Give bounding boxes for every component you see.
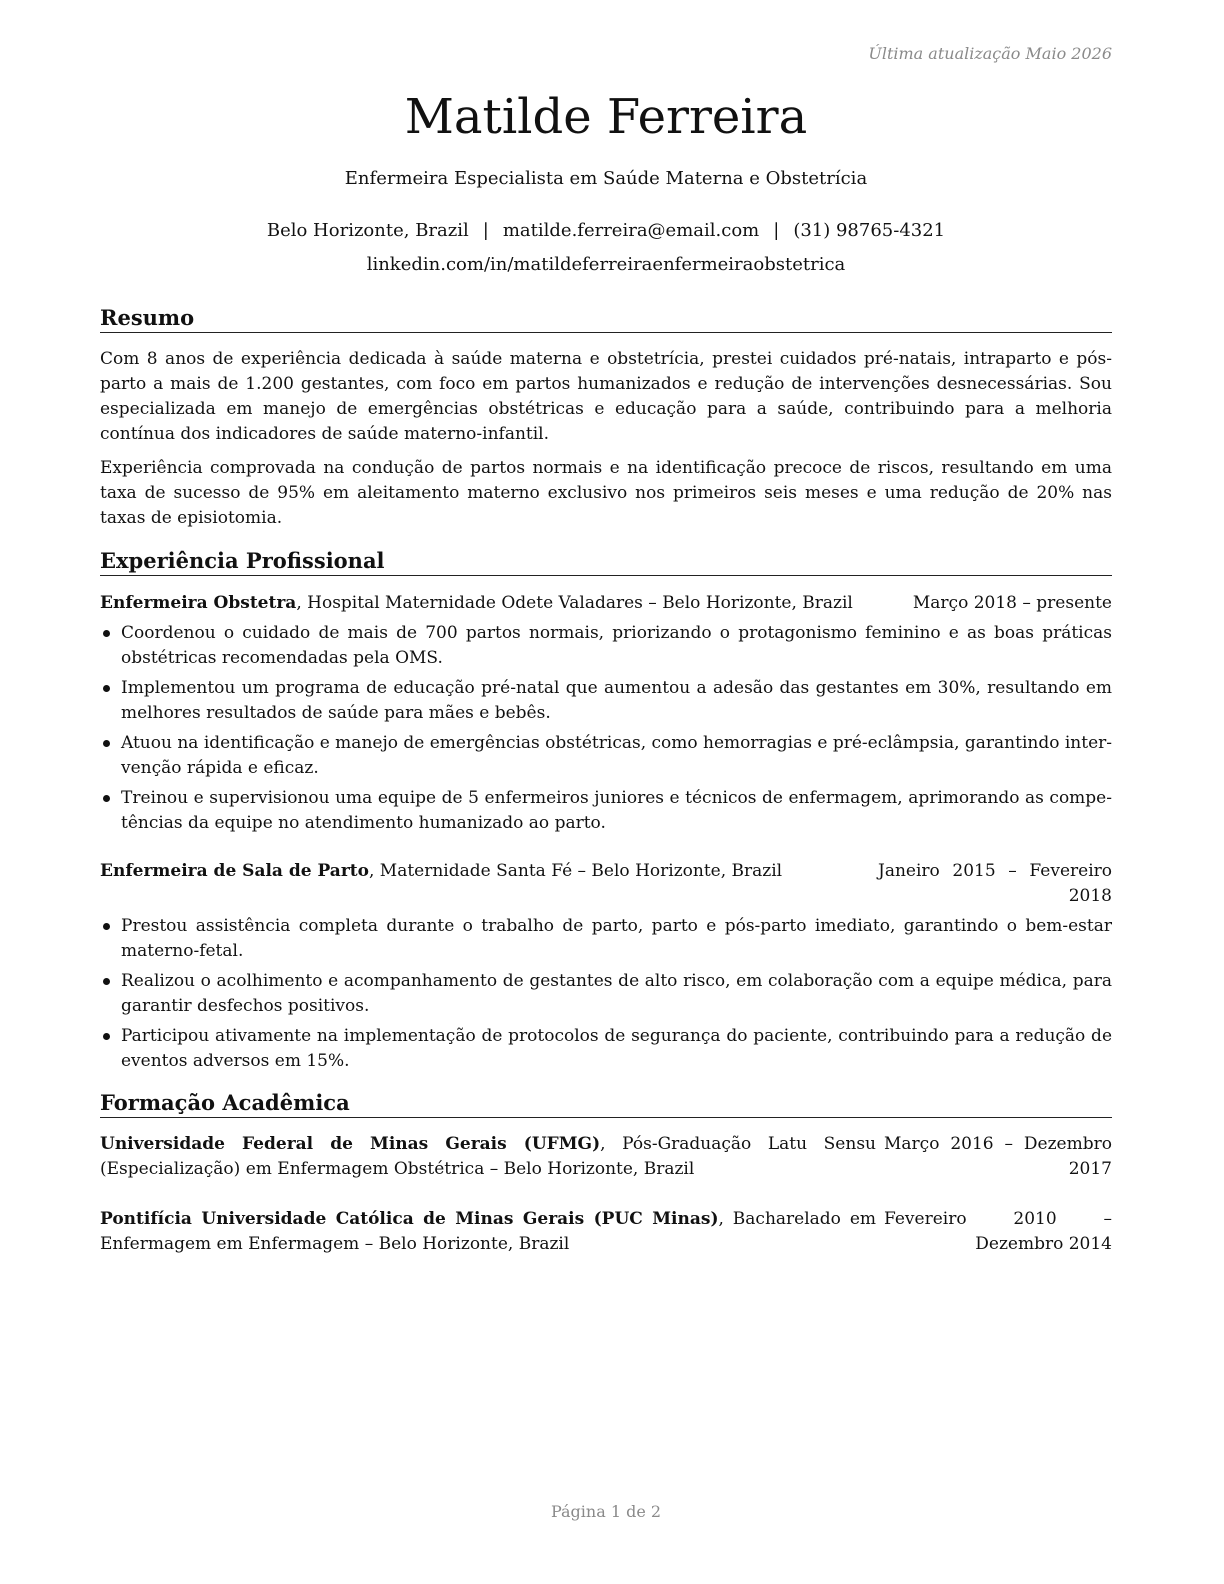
resume-page — [100, 0, 1112, 1584]
education-institution: Universidade Federal de Minas Gerais (UFMG) — [100, 1134, 601, 1154]
summary-paragraph: Com 8 anos de experiência dedicada à saúde materna e obstetrícia, prestei cuidados pré-natais, intraparto e pós-parto a mais de 1.200 gestantes, com foco em partos humanizados e redução de intervenções desnecessárias. Sou especializada em manejo de emergências obstétricas e educação para a saúde, contribuindo para a melhoria contínua dos indicadores de saúde materno-infantil. — [100, 349, 1112, 444]
headline: Enfermeira Especialista em Saúde Materna e Obstetrícia — [344, 168, 868, 189]
list-item — [100, 676, 1112, 726]
contact-separator: | — [773, 220, 780, 241]
candidate-name: Matilde Ferreira — [404, 89, 808, 145]
list-item — [100, 914, 1112, 964]
section-title-experience: Experiência Profissional — [100, 548, 1112, 576]
bullet-text: Prestou assistência completa durante o trabalho de parto, parto e pós-parto imediato, garantindo o bem-estar materno-fetal. — [121, 916, 1112, 961]
bullet-text: Treinou e supervisionou uma equipe de 5 enfermeiros juniores e técnicos de enfermagem, aprimorando as competências da equipe no atendimento humanizado ao parto. — [121, 788, 1112, 833]
education-institution: Pontifícia Universidade Católica de Minas Gerais (PUC Minas) — [100, 1209, 719, 1229]
bullet-text: Coordenou o cuidado de mais de 700 partos normais, priorizando o protagonismo feminino e as boas práticas obstétricas recomendadas pela OMS. — [121, 623, 1112, 668]
contact-location: Belo Horizonte, Brazil — [266, 220, 469, 241]
section-title-summary: Resumo — [100, 305, 1112, 333]
education-dates: Março 2016 – Dezembro 2017 — [884, 1134, 1112, 1179]
bullet-text: Implementou um programa de educação pré-natal que aumentou a adesão das gestantes em 30%, resultando em melhores resultados de saúde para mães e bebês. — [121, 678, 1112, 723]
education-details: , Bacharelado em Enfermagem em Enfermagem – Belo Horizonte, Brazil — [100, 1209, 876, 1254]
education-dates: Fevereiro 2010 – Dezembro 2014 — [884, 1209, 1112, 1254]
bullet-text: Realizou o acolhimento e acompanhamento de gestantes de alto risco, em colaboração com a equipe médica, para garantir desfechos positivos. — [121, 971, 1112, 1016]
list-item — [100, 1024, 1112, 1074]
job-title-line — [100, 591, 860, 616]
job-title-line — [100, 859, 860, 884]
list-item — [100, 731, 1112, 781]
job-dates: Março 2018 – presente — [912, 593, 1112, 613]
job-details: , Maternidade Santa Fé – Belo Horizonte, Brazil — [368, 861, 783, 881]
contact-phone: (31) 98765-4321 — [793, 220, 946, 241]
job-role: Enfermeira Obstetra — [100, 593, 297, 613]
last-updated: Última atualização Maio 2026 — [868, 44, 1112, 63]
job-bullets — [100, 914, 1112, 1079]
list-item — [100, 786, 1112, 836]
job-role: Enfermeira de Sala de Parto — [100, 861, 369, 881]
bullet-dot — [103, 630, 110, 637]
bullet-dot — [103, 978, 110, 985]
job-details: , Hospital Maternidade Odete Valadares – Belo Horizonte, Brazil — [296, 593, 853, 613]
list-item — [100, 969, 1112, 1019]
bullet-dot — [103, 923, 110, 930]
education-title-line — [100, 1207, 876, 1257]
job-bullets — [100, 621, 1112, 841]
contact-separator: | — [482, 220, 489, 241]
bullet-dot — [103, 795, 110, 802]
bullet-dot — [103, 1033, 110, 1040]
list-item — [100, 621, 1112, 671]
contact-line — [100, 219, 1112, 243]
contact-email[interactable]: matilde.ferreira@email.com — [502, 220, 760, 241]
page-number: Página 1 de 2 — [550, 1502, 662, 1521]
education-details: , Pós-Graduação Latu Sensu (Especialização) em Enfermagem Obstétrica – Belo Horizonte, Brazil — [100, 1134, 876, 1179]
job-dates: Janeiro 2015 – Fevereiro 2018 — [878, 861, 1112, 906]
bullet-text: Participou ativamente na implementação de protocolos de segurança do paciente, contribuindo para a redução de eventos adversos em 15%. — [121, 1026, 1112, 1071]
education-title-line — [100, 1132, 876, 1182]
bullet-dot — [103, 685, 110, 692]
section-title-education: Formação Acadêmica — [100, 1090, 1112, 1118]
bullet-text: Atuou na identificação e manejo de emergências obstétricas, como hemorragias e pré-eclâmpsia, garantindo intervenção rápida e eficaz. — [121, 733, 1113, 778]
summary-paragraph: Experiência comprovada na condução de partos normais e na identificação precoce de riscos, resultando em uma taxa de sucesso de 95% em aleitamento materno exclusivo nos primeiros seis meses e uma redução de 20% nas taxas de episiotomia. — [100, 458, 1112, 528]
bullet-dot — [103, 740, 110, 747]
linkedin-link[interactable]: linkedin.com/in/matildeferreiraenfermeiraobstetrica — [366, 254, 846, 275]
